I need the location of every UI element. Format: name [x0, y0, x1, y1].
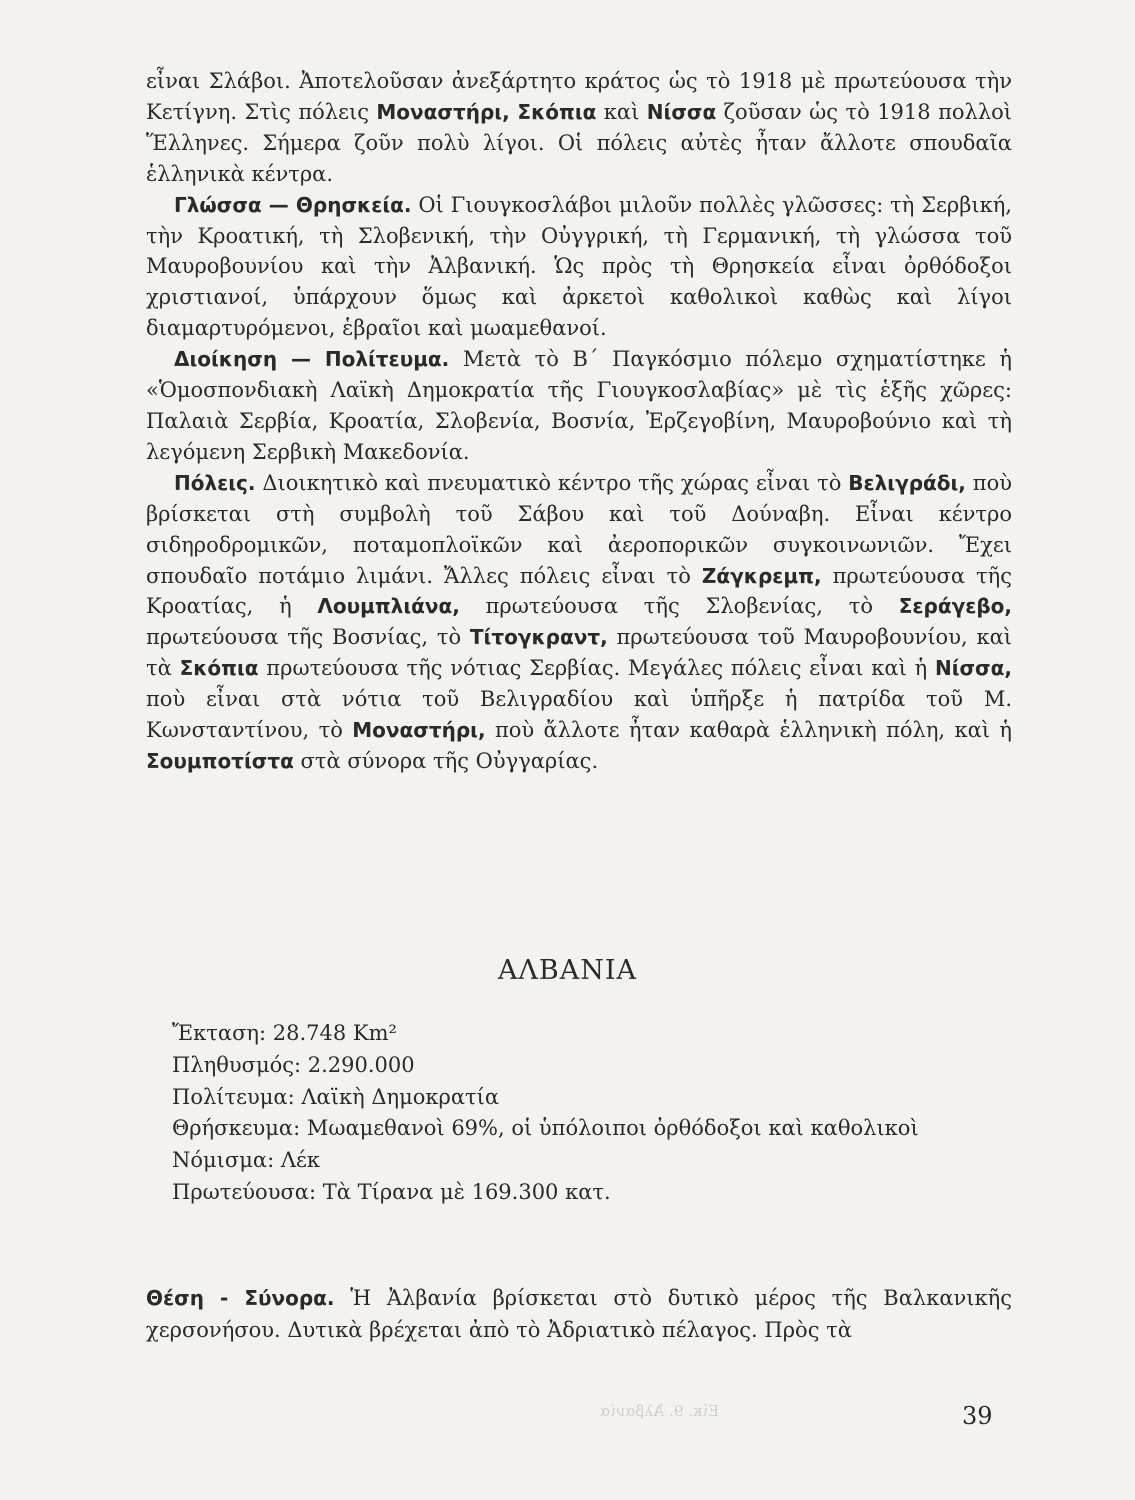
language-heading: Γλώσσα — Θρησκεία.	[174, 192, 412, 217]
fact-currency-label: Νόμισμα:	[172, 1148, 275, 1173]
fact-area-label: Ἔκταση:	[172, 1021, 267, 1045]
city-ljubljana: Λουμπλιάνα,	[317, 594, 460, 619]
p1-bold-cities: Μοναστήρι, Σκόπια	[376, 99, 597, 124]
p1-text-a: εἶναι Σλάβοι. Ἀποτελοῦσαν ἀνεξάρτητο κράτος ὡς τὸ 1918 μὲ πρωτεύουσα τὴν Κετίγνη. Στὶς πόλεις	[146, 69, 1012, 124]
administration-text: Μετὰ τὸ Β΄ Παγκόσμιο πόλεμο σχηματίστηκε ἡ «Ὁμοσπονδιακὴ Λαϊκὴ Δημοκρατία τῆς Γιουγκοσλαβίας» μὲ τὶς ἑξῆς χῶρες: Παλαιὰ Σερβία, Κροατία, Σλοβενία, Βοσνία, Ἐρζεγοβίνη, Μαυροβούνιο καὶ τὴ λεγόμενη Σερβικὴ Μακεδονία.	[146, 347, 1012, 464]
fact-area	[172, 1018, 1022, 1050]
paragraph-administration	[146, 344, 1012, 468]
city-skopje: Σκόπια	[179, 656, 259, 681]
cities-text-3: πρωτεύουσα τῆς Κροατίας, ἡ	[146, 563, 1012, 619]
fact-capital-label: Πρωτεύουσα:	[172, 1179, 317, 1204]
city-zagreb: Ζάγκρεμπ,	[701, 563, 822, 588]
cities-text-4: πρωτεύουσα τῆς Σλοβενίας, τὸ	[459, 594, 899, 619]
cities-text-8: ποὺ εἶναι στὰ νότια τοῦ Βελιγραδίου καὶ ὑπῆρξε ἡ πατρίδα τοῦ Μ. Κωνσταντίνου, τὸ	[146, 687, 1012, 743]
section-title: ΑΛΒΑΝΙΑ	[497, 955, 638, 986]
fact-religion-value: Μωαμεθανοὶ 69%, οἱ ὑπόλοιποι ὀρθόδοξοι καὶ καθολικοὶ	[306, 1116, 919, 1141]
fact-religion-label: Θρήσκευμα:	[172, 1116, 301, 1141]
administration-heading: Διοίκηση — Πολίτευμα.	[174, 347, 450, 372]
albania-facts	[172, 1018, 1022, 1209]
paragraph-language	[146, 190, 1012, 345]
fact-currency	[172, 1145, 1022, 1177]
language-text: Οἱ Γιουγκοσλάβοι μιλοῦν πολλὲς γλῶσσες: τὴ Σερβική, τὴν Κροατική, τὴ Σλοβενική, τὴν Οὐγγρική, τὴ Γερμανική, τὴ γλώσσα τοῦ Μαυροβουνίου καὶ τὴν Ἀλβανική. Ὡς πρὸς τὴ Θρησκεία εἶναι ὀρθόδοξοι χριστιανοί, ὑπάρχουν ὅμως καὶ ἀρκετοὶ καθολικοὶ καθὼς καὶ λίγοι διαμαρτυρόμενοι, ἑβραῖοι καὶ μωαμεθανοί.	[146, 192, 1012, 341]
cities-text-10: στὰ σύνορα τῆς Οὐγγαρίας.	[293, 748, 599, 773]
city-nis: Νίσσα,	[934, 656, 1012, 681]
fact-population-value: 2.290.000	[307, 1052, 415, 1077]
paragraph-cities	[146, 468, 1012, 777]
yugoslavia-text	[146, 66, 1012, 777]
cities-text-7: πρωτεύουσα τῆς νότιας Σερβίας. Μεγάλες πόλεις εἶναι καὶ ἡ	[258, 656, 935, 681]
paragraph-history	[146, 66, 1012, 190]
paragraph-position-borders	[146, 1283, 1012, 1346]
city-titograd: Τίτογκραντ,	[469, 625, 608, 650]
p1-text-c: ζοῦσαν ὡς τὸ 1918 πολλοὶ Ἕλληνες. Σήμερα ζοῦν πολὺ λίγοι. Οἱ πόλεις αὐτὲς ἦταν ἄλλοτε σπουδαῖα ἑλληνικὰ κέντρα.	[146, 99, 1013, 186]
position-text: Ἡ Ἀλβανία βρίσκεται στὸ δυτικὸ μέρος τῆς Βαλκανικῆς χερσονήσου. Δυτικὰ βρέχεται ἀπὸ τὸ Ἀδριατικὸ πέλαγος. Πρὸς τὰ	[146, 1286, 1012, 1342]
bleed-through-caption: Εἰκ. 9. Ἀλβανία	[600, 1402, 720, 1420]
fact-population	[172, 1050, 1022, 1082]
fact-population-label: Πληθυσμός:	[172, 1052, 302, 1077]
fact-polity-label: Πολίτευμα:	[172, 1084, 295, 1109]
cities-heading: Πόλεις.	[174, 470, 256, 495]
p1-bold-nissa: Νίσσα	[646, 99, 717, 124]
fact-polity	[172, 1082, 1022, 1114]
city-belgrade: Βελιγράδι,	[848, 470, 966, 495]
cities-text-9: ποὺ ἄλλοτε ἦταν καθαρὰ ἑλληνικὴ πόλη, καὶ ἡ	[485, 718, 1013, 743]
p1-text-b: καὶ	[596, 99, 647, 124]
cities-text-1: Διοικητικὸ καὶ πνευματικὸ κέντρο τῆς χώρας εἶναι τὸ	[255, 470, 849, 495]
city-sarajevo: Σεράγεβο,	[898, 594, 1012, 619]
city-bitola: Μοναστήρι,	[352, 718, 486, 743]
city-subotica: Σουμποτίστα	[146, 748, 294, 773]
fact-religion	[172, 1113, 1022, 1145]
cities-text-2: ποὺ βρίσκεται στὴ συμβολὴ τοῦ Σάβου καὶ τοῦ Δούναβη. Εἶναι κέντρο σιδηροδρομικῶν, ποταμοπλοϊκῶν καὶ ἀεροπορικῶν συγκοινωνιῶν. Ἔχει σπουδαῖο ποτάμιο λιμάνι. Ἄλλες πόλεις εἶναι τὸ	[146, 470, 1012, 588]
page-number: 39	[962, 1402, 993, 1430]
fact-polity-value: Λαϊκὴ Δημοκρατία	[301, 1084, 500, 1109]
cities-text-5: πρωτεύουσα τῆς Βοσνίας, τὸ	[146, 625, 470, 650]
fact-area-value: 28.748 Km²	[272, 1021, 397, 1045]
position-heading: Θέση - Σύνορα.	[146, 1286, 335, 1310]
fact-capital-value: Τὰ Τίρανα μὲ 169.300 κατ.	[322, 1179, 611, 1204]
fact-currency-value: Λέκ	[280, 1148, 320, 1173]
cities-text-6: πρωτεύουσα τοῦ Μαυροβουνίου, καὶ τὰ	[146, 625, 1012, 681]
fact-capital	[172, 1177, 1022, 1209]
